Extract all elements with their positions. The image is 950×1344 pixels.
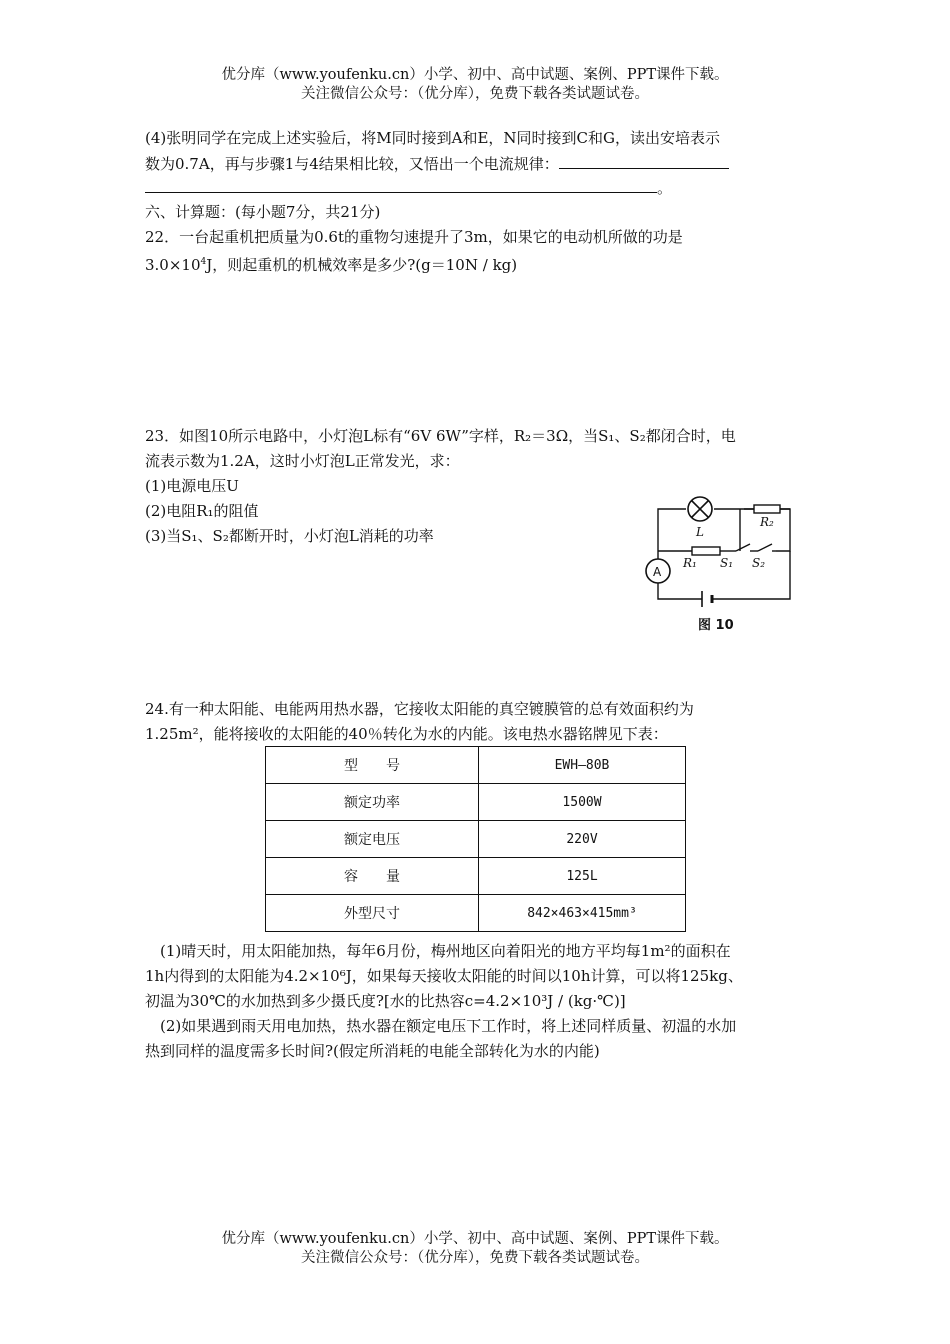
nameplate-table xyxy=(265,746,686,932)
resistor-r2-icon xyxy=(754,505,780,513)
q22-value: 3.0×10 xyxy=(145,256,201,274)
table-value: 220V xyxy=(479,821,686,858)
table-key: 额定电压 xyxy=(266,821,479,858)
footer-line-1: 优分库（www.youfenku.cn）小学、初中、高中试题、案例、PPT课件下载。 xyxy=(221,1231,729,1247)
q24-line-2: 1.25m²，能将接收的太阳能的40％转化为水的内能。该电热水器铭牌见下表： xyxy=(145,725,668,743)
resistor-r1-icon xyxy=(692,547,720,555)
q24-part-1-line-3: 初温为30℃的水加热到多少摄氏度?[水的比热容c=4.2×10³J / (kg·℃)] xyxy=(145,992,626,1010)
footer-line-2: 关注微信公众号：（优分库），免费下载各类试题试卷。 xyxy=(301,1250,649,1266)
q24-line-1: 24.有一种太阳能、电能两用热水器，它接收太阳能的真空镀膜管的总有效面积约为 xyxy=(145,700,694,718)
table-row xyxy=(266,747,686,784)
q22-rest: J，则起重机的机械效率是多少?(g＝10N / kg) xyxy=(206,256,518,274)
table-row xyxy=(266,858,686,895)
q23-line-1: 23．如图10所示电路中，小灯泡L标有“6V 6W”字样，R₂＝3Ω，当S₁、S₂都闭合时，电 xyxy=(145,427,736,445)
table-value: EWH—80B xyxy=(479,747,686,784)
q24-part-1-line-1: (1)晴天时，用太阳能加热，每年6月份，梅州地区向着阳光的地方平均每1m²的面积在 xyxy=(160,942,731,960)
switch-s1 xyxy=(736,544,750,551)
page-header xyxy=(0,66,950,104)
label-r1: R₁ xyxy=(683,556,697,570)
answer-blank-2 xyxy=(145,178,657,193)
q24-part-2-line-1: (2)如果遇到雨天用电加热，热水器在额定电压下工作时，将上述同样质量、初温的水加 xyxy=(160,1017,737,1035)
table-key: 外型尺寸 xyxy=(266,895,479,932)
label-s2: S₂ xyxy=(752,556,766,570)
wire-right-top xyxy=(714,509,790,551)
label-s1: S₁ xyxy=(720,556,734,570)
q4-line-2 xyxy=(145,153,729,175)
q22-line-1: 22．一台起重机把质量为0.6t的重物匀速提升了3m，如果它的电动机所做的功是 xyxy=(145,228,683,246)
q23-part-1: (1)电源电压U xyxy=(145,477,239,495)
table-key: 型 号 xyxy=(266,747,479,784)
q22-exponent: 4 xyxy=(200,257,207,267)
q4-end: 。 xyxy=(657,179,673,197)
q22-line-2 xyxy=(145,251,517,276)
switch-s2 xyxy=(758,544,772,551)
q23-line-2: 流表示数为1.2A，这时小灯泡L正常发光，求： xyxy=(145,452,460,470)
q24-part-1-line-2: 1h内得到的太阳能为4.2×10⁶J，如果每天接收太阳能的时间以10h计算，可以将125kg、 xyxy=(145,967,743,985)
label-ammeter: A xyxy=(653,565,662,579)
table-value: 125L xyxy=(479,858,686,895)
q4-line-3 xyxy=(145,177,672,199)
label-lamp: L xyxy=(696,525,704,539)
table-value: 1500W xyxy=(479,784,686,821)
q24-part-2-line-2: 热到同样的温度需多长时间?(假定所消耗的电能全部转化为水的内能) xyxy=(145,1042,600,1060)
q23-part-2: (2)电阻R₁的阻值 xyxy=(145,502,259,520)
wire-bottom-left xyxy=(658,583,702,599)
header-line-1: 优分库（www.youfenku.cn）小学、初中、高中试题、案例、PPT课件下载。 xyxy=(221,67,729,83)
table-row xyxy=(266,895,686,932)
table-value: 842×463×415mm³ xyxy=(479,895,686,932)
q4-line-1: (4)张明同学在完成上述实验后，将M同时接到A和E，N同时接到C和G，读出安培表示 xyxy=(145,129,720,147)
q23-part-3: (3)当S₁、S₂都断开时，小灯泡L消耗的功率 xyxy=(145,527,434,545)
table-key: 额定功率 xyxy=(266,784,479,821)
figure-caption: 图 10 xyxy=(698,618,734,633)
table-row xyxy=(266,784,686,821)
wire-left-top xyxy=(658,509,686,560)
circuit-figure-10 xyxy=(640,495,800,640)
section-six-title: 六、计算题：(每小题7分，共21分) xyxy=(145,203,381,221)
header-line-2: 关注微信公众号：（优分库），免费下载各类试题试卷。 xyxy=(301,86,649,102)
page-footer xyxy=(0,1230,950,1268)
table-key: 容 量 xyxy=(266,858,479,895)
q4-line-2-text: 数为0.7A，再与步骤1与4结果相比较，又悟出一个电流规律： xyxy=(145,155,559,173)
answer-blank-1 xyxy=(559,154,729,169)
table-row xyxy=(266,821,686,858)
label-r2: R₂ xyxy=(760,515,774,529)
